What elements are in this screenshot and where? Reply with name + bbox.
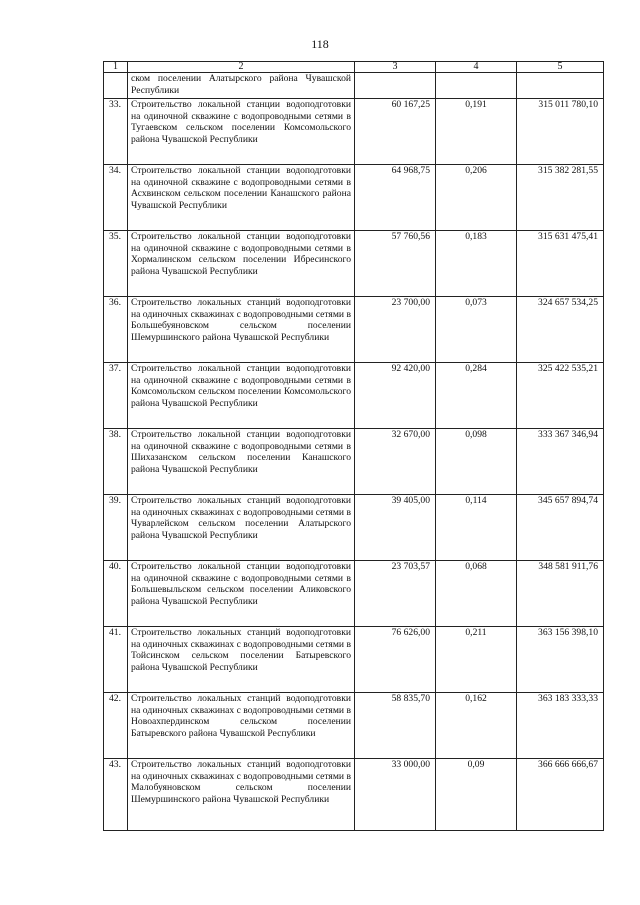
row-value-col5: 324 657 534,25 [517,297,604,363]
row-value-col3: 23 700,00 [355,297,436,363]
row-value-col3: 58 835,70 [355,693,436,759]
row-value-col4: 0,191 [436,99,517,165]
row-description: Строительство локальной станции водоподготовки на одиночной скважине с водопроводными сетями в Асхвинском сельском поселении Канашского района Чувашской Республики [128,165,355,231]
row-description: Строительство локальных станций водоподготовки на одиночных скважинах с водопроводными сетями в Малобуяновском сельском поселении Шемуршинского района Чувашской Республики [128,759,355,831]
data-table [103,61,604,831]
row-number: 38. [104,429,128,495]
row-number: 39. [104,495,128,561]
row-value-col5: 315 011 780,10 [517,99,604,165]
row-value-col5: 315 631 475,41 [517,231,604,297]
row-description: Строительство локальной станции водоподготовки на одиночной скважине с водопроводными сетями в Большевыльском сельском поселении Аликовского района Чувашской Республики [128,561,355,627]
row-value-col3: 76 626,00 [355,627,436,693]
row-number: 33. [104,99,128,165]
row-value-col5: 363 156 398,10 [517,627,604,693]
row-description: Строительство локальных станций водоподготовки на одиночных скважинах с водопроводными сетями в Большебуяновском сельском поселении Шемуршинского района Чувашской Республики [128,297,355,363]
row-value-col5: 363 183 333,33 [517,693,604,759]
row-value-col4: 0,206 [436,165,517,231]
row-value-col3: 60 167,25 [355,99,436,165]
row-value-col3: 57 760,56 [355,231,436,297]
row-description: Строительство локальных станций водоподготовки на одиночных скважинах с водопроводными сетями в Новоахпердинском сельском поселении Батыревского района Чувашской Республики [128,693,355,759]
row-number: 36. [104,297,128,363]
row-value-col5: 325 422 535,21 [517,363,604,429]
table-row [104,495,604,561]
row-number: 35. [104,231,128,297]
column-header: 2 [128,62,355,73]
row-value-col5: 366 666 666,67 [517,759,604,831]
table-row [104,297,604,363]
row-value-col3: 23 703,57 [355,561,436,627]
row-number: 42. [104,693,128,759]
table-row [104,99,604,165]
row-number: 43. [104,759,128,831]
row-value-col4: 0,068 [436,561,517,627]
column-header: 3 [355,62,436,73]
row-value-col5: 345 657 894,74 [517,495,604,561]
row-value-col3: 92 420,00 [355,363,436,429]
row-value-col5: 315 382 281,55 [517,165,604,231]
continuation-text: ском поселении Алатырского района Чувашской Республики [128,73,355,99]
row-value-col3: 64 968,75 [355,165,436,231]
table-row [104,759,604,831]
row-value-col3: 32 670,00 [355,429,436,495]
row-number: 40. [104,561,128,627]
row-number: 37. [104,363,128,429]
table-row [104,363,604,429]
row-value-col3: 39 405,00 [355,495,436,561]
row-number: 41. [104,627,128,693]
row-description: Строительство локальной станции водоподготовки на одиночной скважине с водопроводными сетями в Тугаевском сельском поселении Комсомольского района Чувашской Республики [128,99,355,165]
table-row [104,561,604,627]
row-value-col4: 0,114 [436,495,517,561]
column-header: 4 [436,62,517,73]
column-header: 5 [517,62,604,73]
row-value-col3: 33 000,00 [355,759,436,831]
row-description: Строительство локальной станции водоподготовки на одиночной скважине с водопроводными сетями в Хормалинском сельском поселении Ибресинского района Чувашской Республики [128,231,355,297]
row-value-col4: 0,211 [436,627,517,693]
table-row [104,693,604,759]
row-value-col4: 0,09 [436,759,517,831]
table-header [104,62,604,73]
row-value-col4: 0,098 [436,429,517,495]
table-row [104,429,604,495]
table-row [104,231,604,297]
row-value-col4: 0,073 [436,297,517,363]
row-description: Строительство локальных станций водоподготовки на одиночных скважинах с водопроводными сетями в Тойсинском сельском поселении Батыревского района Чувашской Республики [128,627,355,693]
table-row [104,627,604,693]
row-value-col4: 0,183 [436,231,517,297]
row-description: Строительство локальных станций водоподготовки на одиночных скважинах с водопроводными сетями в Чуварлейском сельском поселении Алатырского района Чувашской Республики [128,495,355,561]
row-value-col4: 0,162 [436,693,517,759]
continuation-row [104,73,604,99]
column-header: 1 [104,62,128,73]
page-number: 118 [311,37,329,51]
row-value-col5: 333 367 346,94 [517,429,604,495]
row-description: Строительство локальной станции водоподготовки на одиночной скважине с водопроводными сетями в Шихазанском сельском поселении Канашского района Чувашской Республики [128,429,355,495]
table-row [104,165,604,231]
row-number: 34. [104,165,128,231]
row-value-col4: 0,284 [436,363,517,429]
row-description: Строительство локальной станции водоподготовки на одиночной скважине с водопроводными сетями в Комсомольском сельском поселении Комсомольского района Чувашской Республики [128,363,355,429]
row-value-col5: 348 581 911,76 [517,561,604,627]
